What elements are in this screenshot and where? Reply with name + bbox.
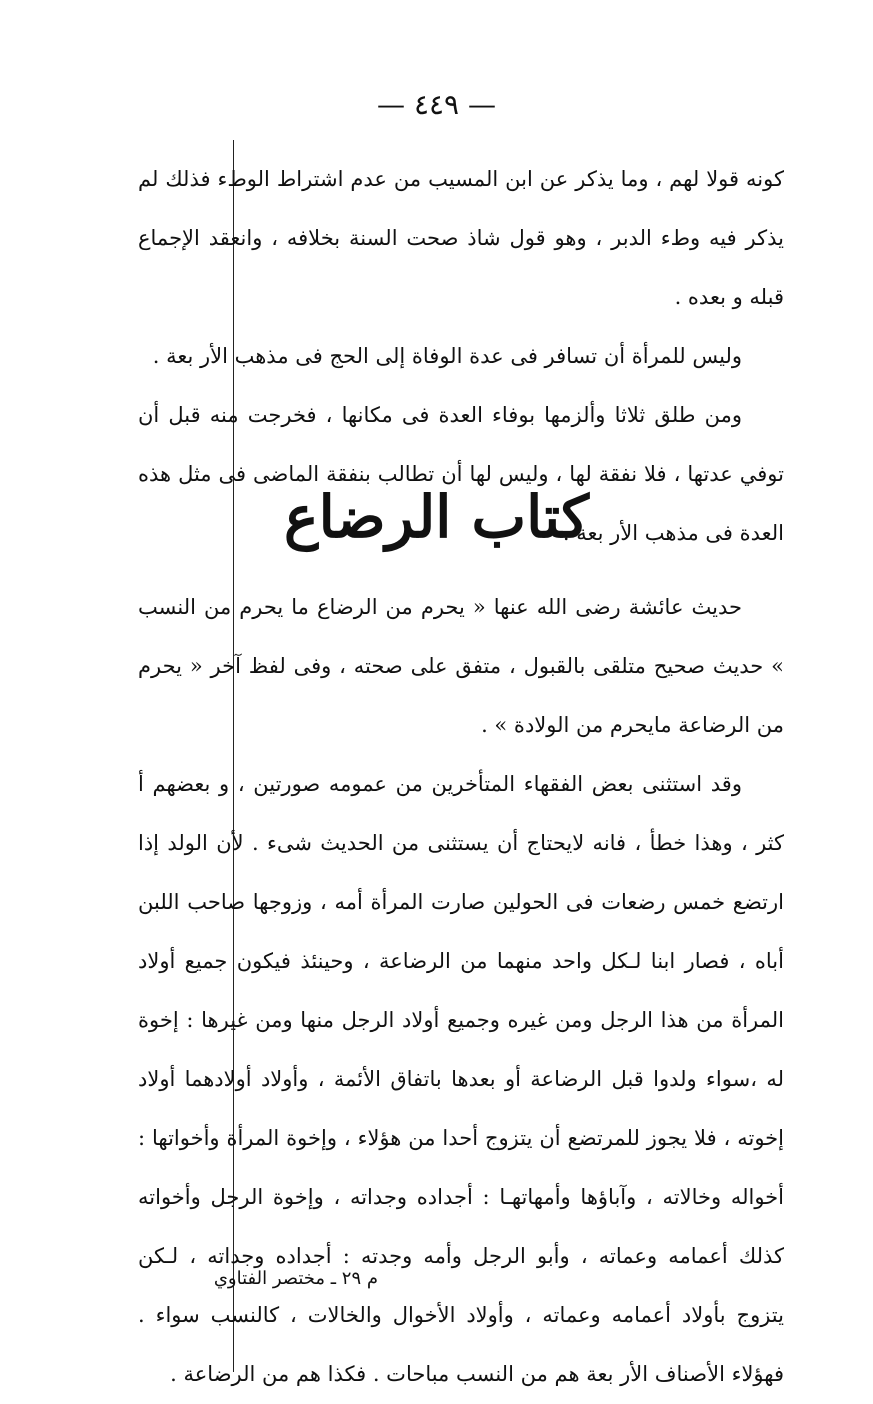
page-footer: م ٢٩ ـ مختصر الفتاوي [213, 1268, 378, 1289]
paragraph: كونه قولا لهم ، وما يذكر عن ابن المسيب من عدم اشتراط الوطء فذلك لم يذكر فيه وطء الدبر ، وهو قول شاذ صحت السنة بخلافه ، وانعقد الإجماع قبله و بعده . [138, 167, 784, 309]
chapter-title: كتاب الرضاع [284, 483, 589, 551]
paragraph: وليس للمرأة أن تسافر فى عدة الوفاة إلى الحج فى مذهب الأر بعة . [152, 344, 742, 368]
paragraph: ومن طلق ثلاثا وألزمها بوفاء العدة فى مكانها ، فخرجت منه قبل أن توفي عدتها ، فلا نفقة لها ، وليس لها أن تطالب بنفقة الماضى فى مثل هذه العدة فى مذهب الأر بعة . [138, 403, 784, 545]
paragraph: حديث عائشة رضى الله عنها « يحرم من الرضاع ما يحرم من النسب » حديث صحيح متلقى بالقبول ، متفق على صحته ، وفى لفظ آخر « يحرم من الرضاعة مايحرم من الولادة » . [138, 595, 784, 737]
paragraph: وقد استثنى بعض الفقهاء المتأخرين من عمومه صورتين ، و بعضهم أ كثر ، وهذا خطأ ، فانه لايحتاج أن يستثنى من الحديث شىء . لأن الولد إذا ارتضع خمس رضعات فى الحولين صارت المرأة أمه ، وزوجها صاحب اللبن أباه ، فصار ابنا لـكل واحد منهما من الرضاعة ، وحينئذ فيكون جميع أولاد المرأة من هذا الرجل ومن غيره وجميع أولاد الرجل منها ومن غيرها : إخوة له ،سواء ولدوا قبل الرضاعة أو بعدها باتفاق الأئمة ، وأولاد أولادهما أولاد إخوته ، فلا يجوز للمرتضع أن يتزوج أحدا من هؤلاء ، وإخوة المرأة وأخواتها : أخواله وخالاته ، وآباؤها وأمهاتهـا : أجداده وجداته ، وإخوة الرجل وأخواته كذلك أعمامه وعماته ، وأبو الرجل وأمه وجدته : أجداده وجداته ، لـكن يتزوج بأولاد أعمامه وعماته ، وأولاد الأخوال والخالات ، كالنسب سواء . فهؤلاء الأصناف الأر بعة هم من النسب مباحات . فكذا هم من الرضاعة . [138, 772, 784, 1386]
page-number: — ٤٤٩ — [377, 88, 496, 121]
